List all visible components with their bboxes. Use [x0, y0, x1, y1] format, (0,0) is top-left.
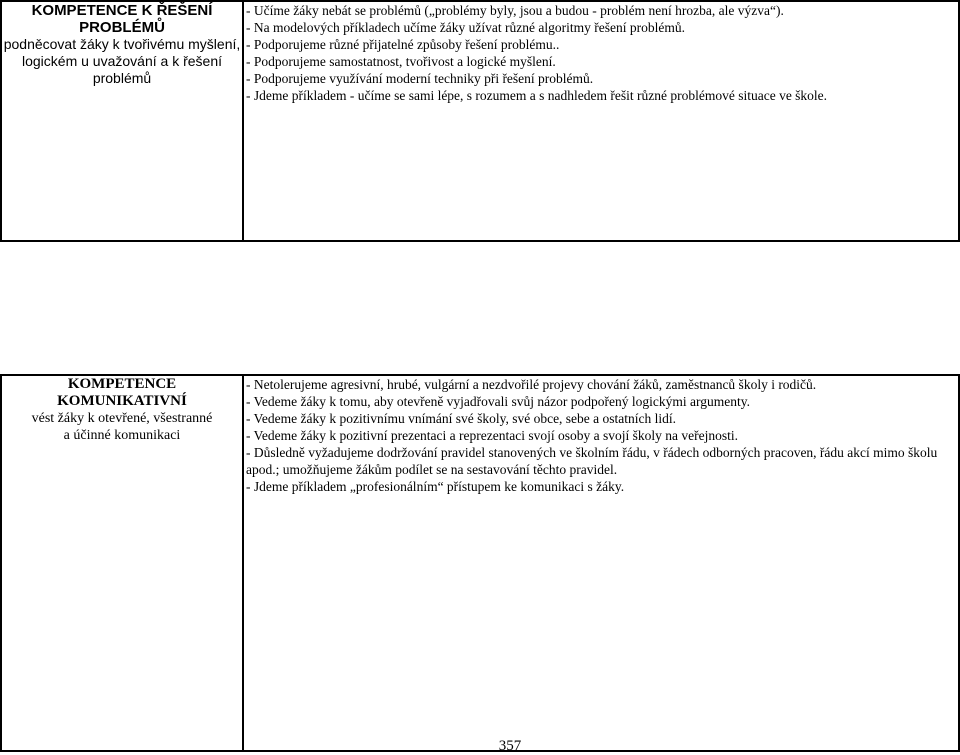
- competence-title-cell: [1, 1, 243, 241]
- strategy-item: - Důsledně vyžadujeme dodržování pravidel stanovených ve školním řádu, v řádech odborných pracoven, řádu akcí mimo školu apod.; umožňujeme žákům podílet se na sestavování těchto pravidel.: [246, 445, 938, 477]
- competence-title-cell: [1, 375, 243, 751]
- competence-description-cont: a účinné komunikaci: [63, 428, 181, 443]
- strategy-item: - Jdeme příkladem „profesionálním“ přístupem ke komunikaci s žáky.: [246, 479, 625, 494]
- competence-heading: KOMPETENCE KOMUNIKATIVNÍ: [57, 376, 187, 409]
- strategy-item: - Vedeme žáky k pozitivní prezentaci a reprezentaci svojí osoby a svojí školy na veřejnosti.: [246, 428, 738, 443]
- competence-description: vést žáky k otevřené, všestranné: [31, 411, 213, 426]
- strategy-item: - Netolerujeme agresivní, hrubé, vulgární a nezdvořilé projevy chování žáků, zaměstnanců školy i rodičů.: [246, 377, 817, 392]
- strategies-cell: [243, 375, 959, 751]
- strategy-item: - Podporujeme využívání moderní techniky při řešení problémů.: [246, 71, 594, 86]
- strategy-item: - Podporujeme různé přijatelné způsoby řešení problému..: [246, 37, 560, 52]
- strategy-item: - Vedeme žáky k tomu, aby otevřeně vyjadřovali svůj názor podpořený logickými argumenty.: [246, 394, 750, 409]
- competence-table-problem-solving: [0, 0, 960, 242]
- competence-table-communication: [0, 374, 960, 752]
- competence-description: podněcovat žáky k tvořivému myšlení, logickém u uvažování a k řešení problémů: [3, 36, 241, 86]
- strategy-item: - Vedeme žáky k pozitivnímu vnímání své školy, své obce, sebe a ostatních lidí.: [246, 411, 677, 426]
- strategy-item: - Jdeme příkladem - učíme se sami lépe, s rozumem a s nadhledem řešit různé problémové situace ve škole.: [246, 88, 828, 103]
- strategy-item: - Podporujeme samostatnost, tvořivost a logické myšlení.: [246, 54, 556, 69]
- strategies-cell: [243, 1, 959, 241]
- page-number: 357: [498, 738, 522, 754]
- strategy-item: - Na modelových příkladech učíme žáky užívat různé algoritmy řešení problémů.: [246, 20, 685, 35]
- strategy-item: - Učíme žáky nebát se problémů („problémy byly, jsou a budou - problém není hrozba, ale výzva“).: [246, 3, 784, 18]
- competence-heading: KOMPETENCE K ŘEŠENÍ: [31, 2, 213, 19]
- competence-heading-cont: PROBLÉMŮ: [79, 19, 165, 36]
